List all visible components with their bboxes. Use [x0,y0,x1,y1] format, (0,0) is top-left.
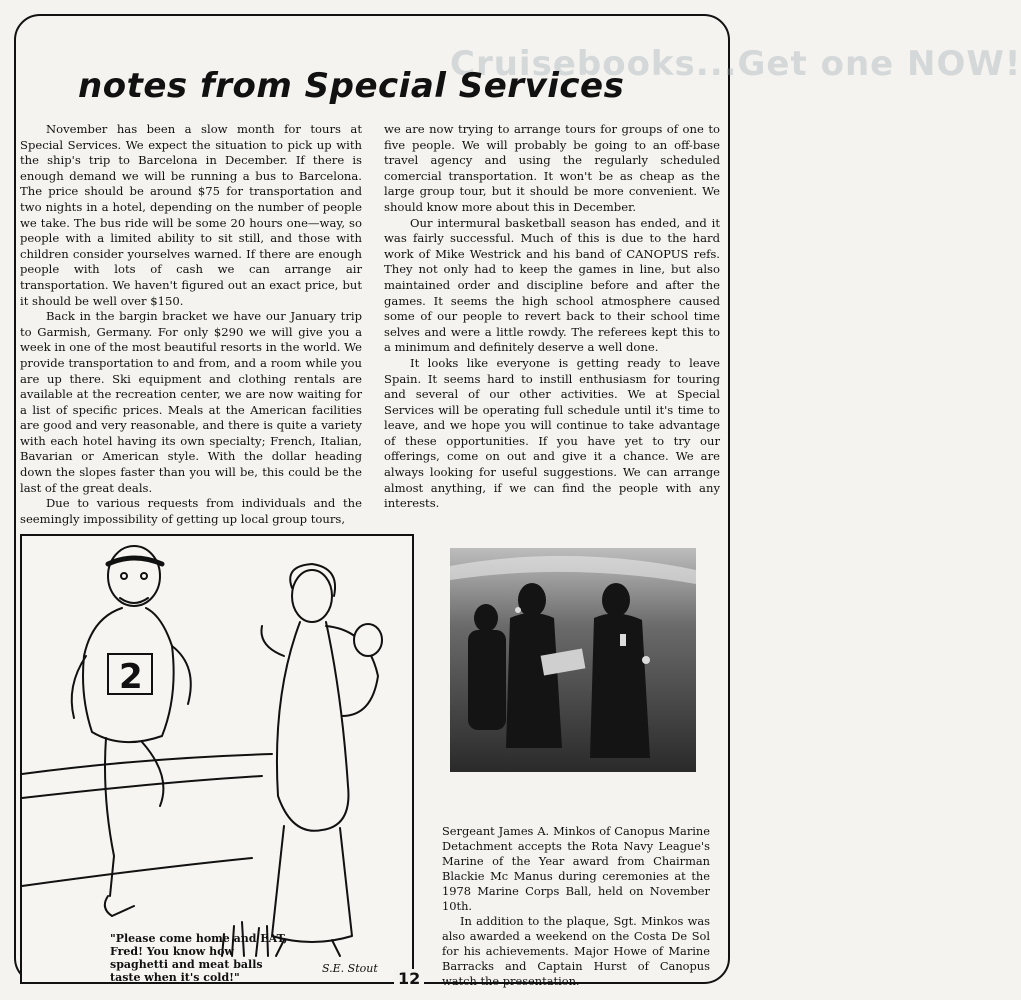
page-number: 12 [394,969,424,988]
article-right-column [384,122,720,512]
paragraph-continuation: we are now trying to arrange tours for groups of one to five people. We will probably be going to an off-base travel agency and using the regularly scheduled comercial transportation. It won't be as cheap as the large group tour, but it should be more convenient. We should know more about this in December. [384,122,720,214]
photo-caption [442,824,710,989]
cartoon-illustration [22,536,412,982]
artist-signature: S.E. Stout [322,962,378,975]
caption-paragraph-1: Sergeant James A. Minkos of Canopus Marine Detachment accepts the Rota Navy League's Marine of the Year award from Chairman Blackie Mc Manus during ceremonies at the 1978 Marine Corps Ball, held on November 10th. [442,824,710,913]
article-left-column [20,122,362,527]
caption-paragraph-2: In addition to the plaque, Sgt. Minkos was also awarded a weekend on the Costa De Sol for his achievements. Major Howe of Marine Barracks and Captain Hurst of Canopus watch the presentation. [442,914,710,988]
page-title: notes from Special Services [78,66,625,106]
award-ceremony-photo [450,548,696,772]
runner-bib [108,654,152,697]
bleed-through-title: Cruisebooks...Get one NOW! [450,44,1021,84]
paragraph-basketball: Our intermural basketball season has ended, and it was fairly successful. Much of this is due to the hard work of Mike Westrick and his band of CANOPUS refs. They not only had to keep the games in line, but also maintained order and discipline before and after the games. It seems the high school atmosphere caused some of our people to revert back to their school time selves and were a little rowdy. The referees kept this to a minimum and definitely deserve a well done. [384,215,720,355]
runner-number: 2 [119,657,143,697]
paragraph-group-tours: Due to various requests from individuals and the seemingly impossibility of getting up local group tours, [20,496,362,526]
paragraph-garmish: Back in the bargin bracket we have our January trip to Garmish, Germany. For only $290 we will give you a week in one of the most beautiful resorts in the world. We provide transportation to and from, and a room while you are up there. Ski equipment and clothing rentals are available at the recreation center, we are now waiting for a list of specific prices. Meals at the American facilities are good and very reasonable, and there is quite a variety with each hotel having its own specialty; French, Italian, Bavarian or American style. With the dollar heading down the slopes faster than you will be, this could be the last of the great deals. [20,309,362,495]
cartoon-caption: "Please come home and EAT, Fred! You know how spaghetti and meat balls taste when it's cold!" [110,932,288,984]
photo-illustration [450,548,696,772]
cartoon-panel [20,534,414,984]
paragraph-leaving-spain: It looks like everyone is getting ready to leave Spain. It seems hard to instill enthusiasm for touring and several of our other activities. We at Special Services will be operating full schedule until it's time to leave, and we hope you will continue to take advantage of these opportunities. If you have yet to try our offerings, come on out and give it a chance. We are always looking for useful suggestions. We can arrange almost anything, if we can find the people with any interests. [384,355,720,511]
paragraph-tours: November has been a slow month for tours at Special Services. We expect the situation to pick up with the ship's trip to Barcelona in December. If there is enough demand we will be running a bus to Barcelona. The price should be around $75 for transportation and two nights in a hotel, depending on the number of people we take. The bus ride will be some 20 hours one—way, so people with a limited ability to sit still, and those with children consider yourselves warned. If there are enough people with lots of cash we can arrange air transportation. We haven't figured out an exact price, but it should be well over $150. [20,122,362,308]
